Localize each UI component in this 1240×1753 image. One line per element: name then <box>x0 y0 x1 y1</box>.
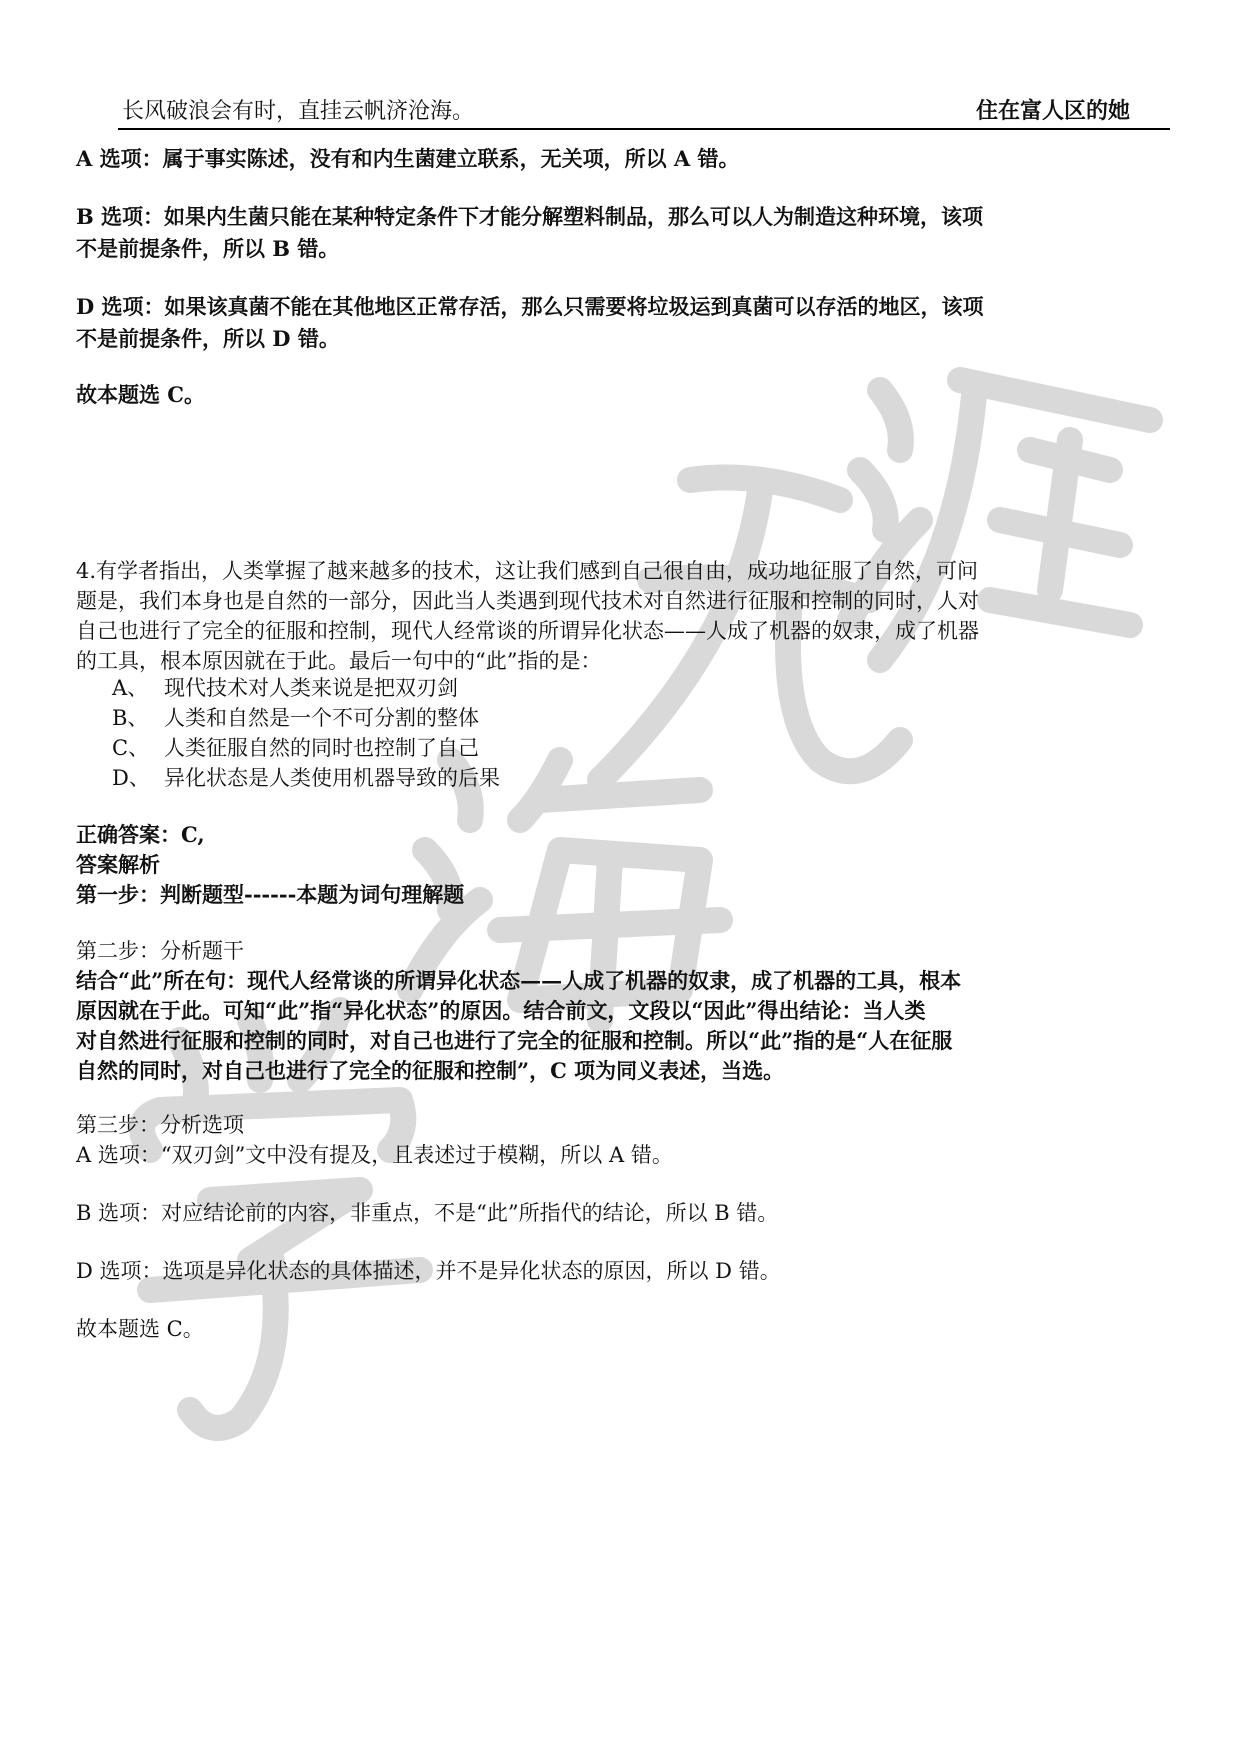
option-c <box>112 732 479 764</box>
step3-option-a: A 选项：“双刃剑”文中没有提及，且表述过于模糊，所以 A 错。 <box>76 1143 673 1167</box>
option-letter: C、 <box>112 736 150 760</box>
prev-option-b-analysis-line2: 不是前提条件，所以 B 错。 <box>76 236 340 261</box>
option-text: 现代技术对人类来说是把双刃剑 <box>164 676 458 700</box>
option-letter: A、 <box>112 676 149 700</box>
option-b <box>112 702 479 734</box>
option-d <box>112 762 500 794</box>
prev-option-a-analysis: A 选项：属于事实陈述，没有和内生菌建立联系，无关项，所以 A 错。 <box>76 146 740 171</box>
prev-option-d-analysis-line1: D 选项：如果该真菌不能在其他地区正常存活，那么只需要将垃圾运到真菌可以存活的地区，该项 <box>76 294 984 319</box>
analysis-title: 答案解析 <box>76 852 160 877</box>
option-letter: D、 <box>112 766 150 790</box>
correct-answer: 正确答案：C, <box>76 822 205 847</box>
step2-title: 第二步：分析题干 <box>76 939 244 963</box>
step1: 第一步：判断题型------本题为词句理解题 <box>76 882 465 907</box>
prev-option-d-analysis-line2: 不是前提条件，所以 D 错。 <box>76 326 340 351</box>
step2-line3: 对自然进行征服和控制的同时，对自己也进行了完全的征服和控制。所以“此”指的是“人在征服 <box>76 1028 953 1053</box>
question-stem-line2: 题是，我们本身也是自然的一部分，因此当人类遇到现代技术对自然进行征服和控制的同时，人对 <box>76 589 979 613</box>
header-motto: 长风破浪会有时，直挂云帆济沧海。 <box>122 99 475 124</box>
option-text: 人类征服自然的同时也控制了自己 <box>164 736 479 760</box>
header-brand: 住在富人区的她 <box>975 98 1130 124</box>
final-conclusion: 故本题选 C。 <box>76 1317 204 1341</box>
step2-line2: 原因就在于此。可知“此”指“异化状态”的原因。结合前文，文段以“因此”得出结论：当人类 <box>76 998 926 1023</box>
step2-line1: 结合“此”所在句：现代人经常谈的所谓异化状态——人成了机器的奴隶，成了机器的工具，根本 <box>76 968 962 993</box>
step3-title: 第三步：分析选项 <box>76 1113 244 1137</box>
option-letter: B、 <box>112 706 149 730</box>
step2-line4: 自然的同时，对自己也进行了完全的征服和控制”，C 项为同义表述，当选。 <box>76 1058 785 1083</box>
question-stem-line1: 4.有学者指出，人类掌握了越来越多的技术，这让我们感到自己很自由，成功地征服了自然，可问 <box>76 559 979 583</box>
question-stem-line4: 的工具，根本原因就在于此。最后一句中的“此”指的是： <box>76 649 602 673</box>
question-stem-line3: 自己也进行了完全的征服和控制，现代人经常谈的所谓异化状态——人成了机器的奴隶，成了机器 <box>76 619 979 643</box>
option-text: 异化状态是人类使用机器导致的后果 <box>164 766 500 790</box>
option-text: 人类和自然是一个不可分割的整体 <box>164 706 479 730</box>
option-a <box>112 672 458 704</box>
step3-option-b: B 选项：对应结论前的内容，非重点，不是“此”所指代的结论，所以 B 错。 <box>76 1201 779 1225</box>
page-header <box>118 94 1170 130</box>
prev-option-b-analysis-line1: B 选项：如果内生菌只能在某种特定条件下才能分解塑料制品，那么可以人为制造这种环境，该项 <box>76 204 984 229</box>
prev-conclusion: 故本题选 C。 <box>76 382 206 407</box>
step3-option-d: D 选项：选项是异化状态的具体描述，并不是异化状态的原因，所以 D 错。 <box>76 1259 781 1283</box>
